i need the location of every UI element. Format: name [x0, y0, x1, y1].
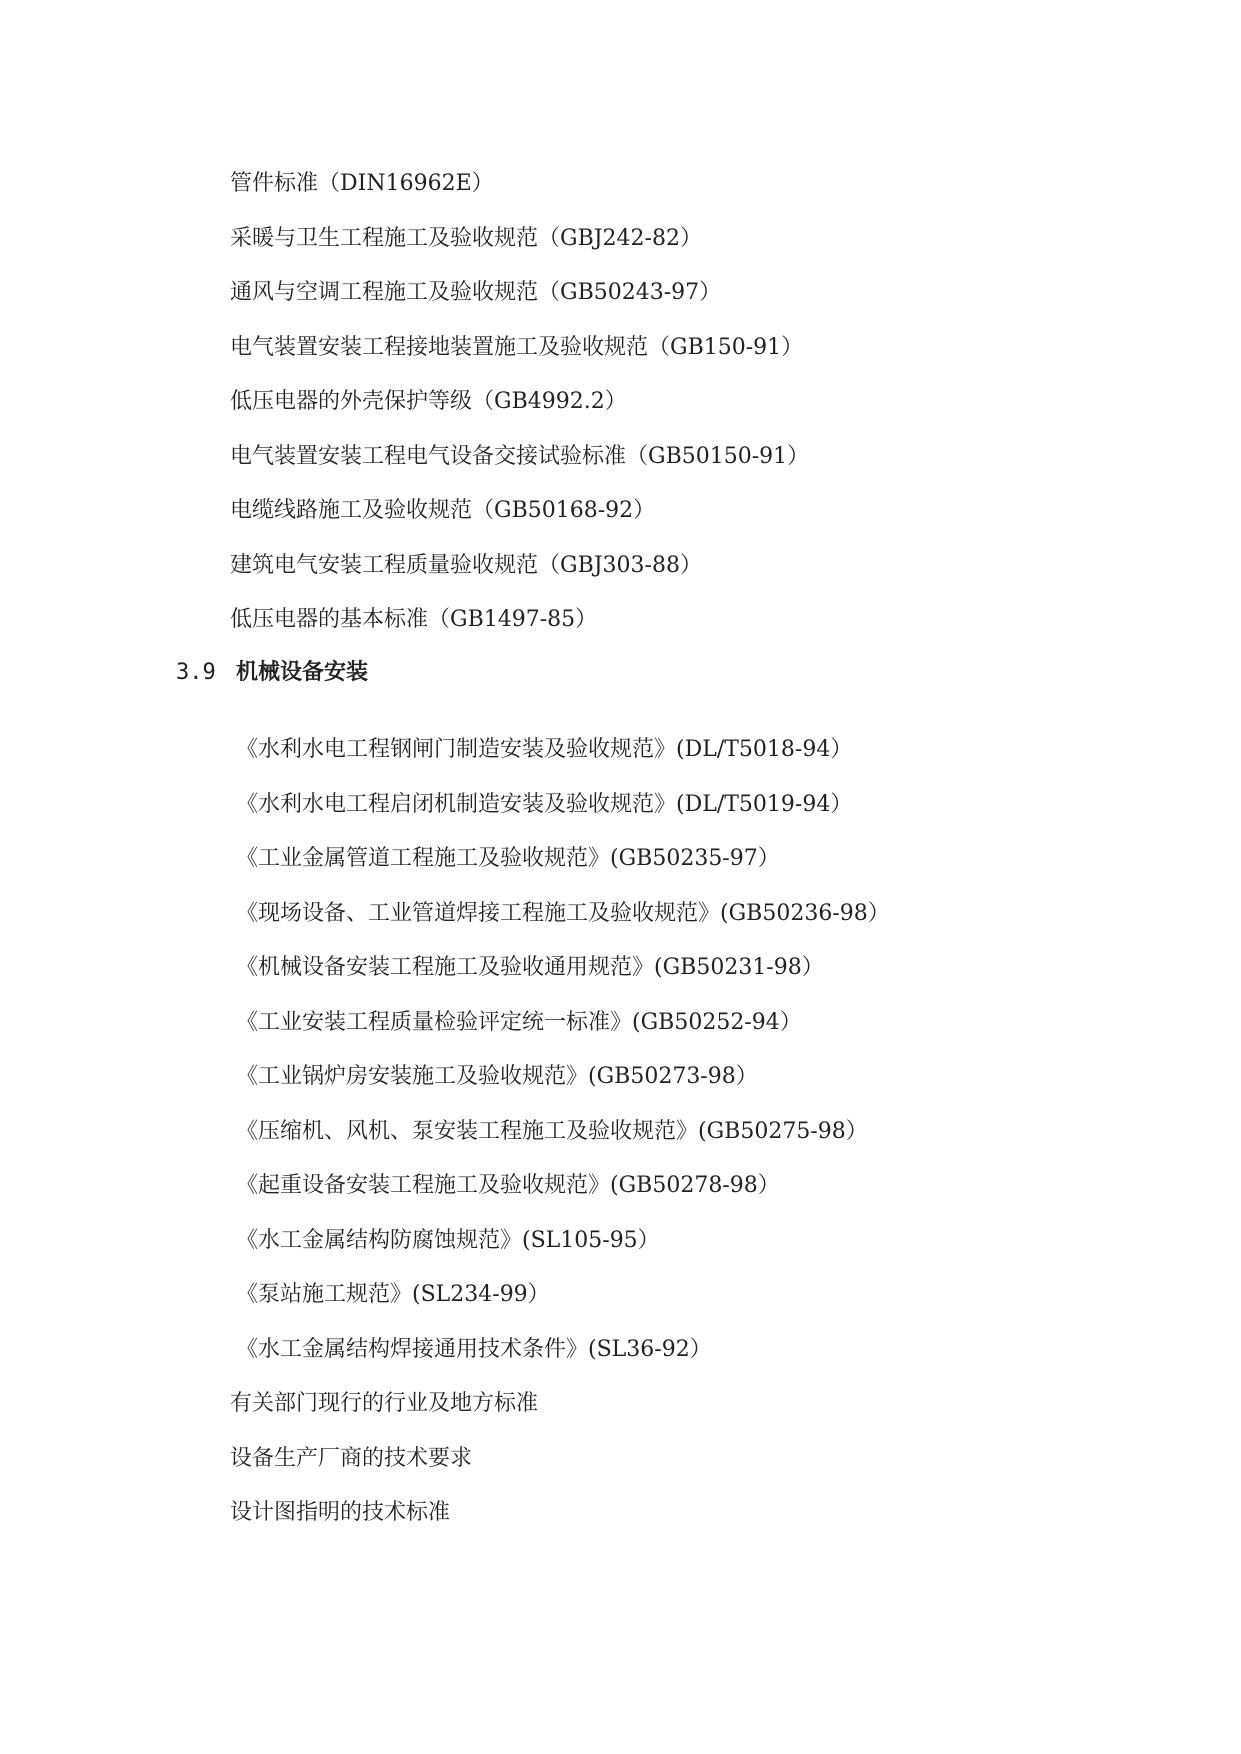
list-item: 建筑电气安装工程质量验收规范（GBJ303-88） [230, 552, 702, 578]
list-item: 《水利水电工程钢闸门制造安装及验收规范》(DL/T5018-94） [236, 737, 853, 762]
standards-list-a [0, 157, 1241, 648]
standards-list-b [0, 723, 1241, 1541]
list-item: 《工业锅炉房安装施工及验收规范》(GB50273-98） [236, 1064, 758, 1089]
list-item: 设备生产厂商的技术要求 [230, 1445, 473, 1471]
list-item: 设计图指明的技术标准 [230, 1500, 451, 1525]
list-item: 《水工金属结构防腐蚀规范》(SL105-95） [236, 1227, 660, 1253]
list-item: 《水利水电工程启闭机制造安装及验收规范》(DL/T5019-94） [236, 791, 853, 817]
list-item: 电气装置安装工程电气设备交接试验标准（GB50150-91） [230, 443, 810, 469]
section-number: 3.9 [176, 660, 216, 685]
list-item: 低压电器的外壳保护等级（GB4992.2） [230, 389, 627, 414]
list-item: 《泵站施工规范》(SL234-99） [236, 1282, 550, 1307]
list-item: 采暖与卫生工程施工及验收规范（GBJ242-82） [230, 225, 702, 251]
list-item: 《现场设备、工业管道焊接工程施工及验收规范》(GB50236-98） [236, 900, 890, 926]
list-item: 通风与空调工程施工及验收规范（GB50243-97） [230, 280, 722, 305]
list-item: 管件标准（DIN16962E） [230, 171, 494, 196]
list-item: 电缆线路施工及验收规范（GB50168-92） [230, 498, 656, 523]
section-title: 机械设备安装 [236, 660, 369, 685]
list-item: 低压电器的基本标准（GB1497-85） [230, 607, 598, 632]
list-item: 《压缩机、风机、泵安装工程施工及验收规范》(GB50275-98） [236, 1118, 868, 1144]
list-item: 有关部门现行的行业及地方标准 [230, 1391, 539, 1416]
section-heading [176, 653, 368, 693]
list-item: 《水工金属结构焊接通用技术条件》(SL36-92） [236, 1336, 712, 1362]
list-item: 《工业安装工程质量检验评定统一标准》(GB50252-94） [236, 1009, 802, 1035]
list-item: 《起重设备安装工程施工及验收规范》(GB50278-98） [236, 1173, 780, 1198]
list-item: 《机械设备安装工程施工及验收通用规范》(GB50231-98） [236, 955, 824, 980]
list-item: 《工业金属管道工程施工及验收规范》(GB50235-97） [236, 846, 780, 871]
list-item: 电气装置安装工程接地装置施工及验收规范（GB150-91） [230, 334, 804, 360]
